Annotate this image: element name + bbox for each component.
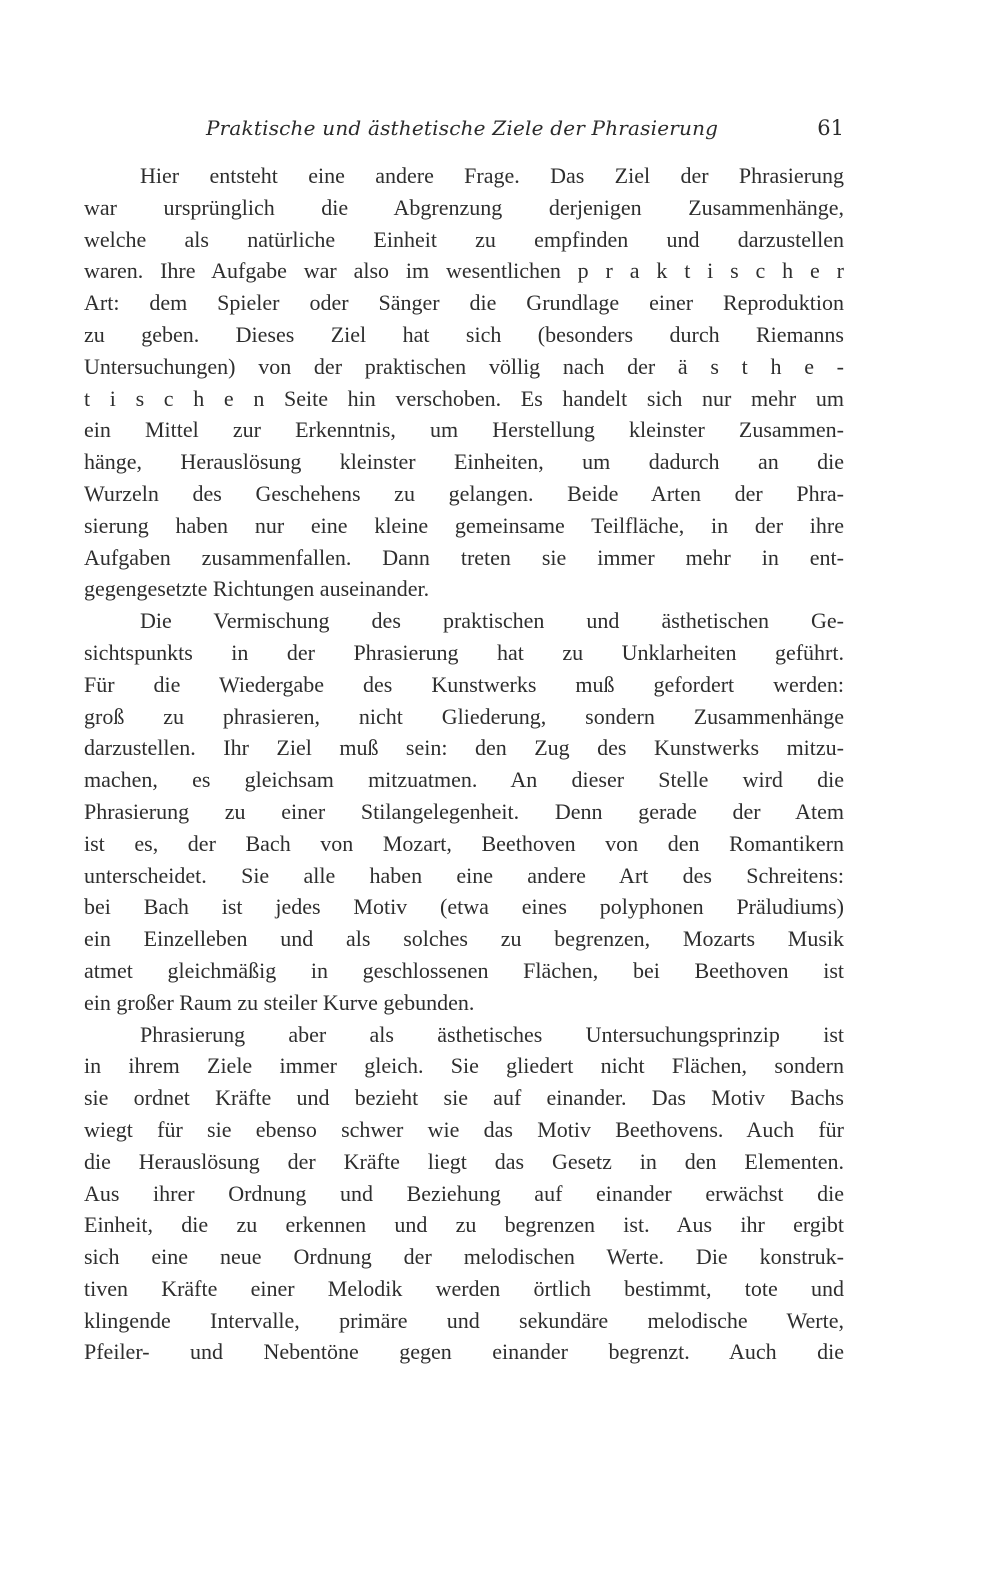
text-line: Die Vermischung des praktischen und ästhetischen Ge-	[140, 608, 844, 634]
text-line: Phrasierung aber als ästhetisches Untersuchungsprinzip ist	[140, 1021, 844, 1047]
text-line: die Herauslösung der Kräfte liegt das Gesetz in den Elementen.	[84, 1148, 844, 1174]
text-line: war ursprünglich die Abgrenzung derjenigen Zusammenhänge,	[84, 194, 844, 220]
text-line: ein Einzelleben und als solches zu begrenzen, Mozarts Musik	[84, 926, 844, 952]
text-line: Untersuchungen) von der praktischen völlig nach der ä s t h e -	[84, 353, 844, 379]
text-line: sie ordnet Kräfte und bezieht sie auf einander. Das Motiv Bachs	[84, 1085, 844, 1111]
text-line: darzustellen. Ihr Ziel muß sein: den Zug des Kunstwerks mitzu-	[84, 735, 844, 761]
text-line: gegengesetzte Richtungen auseinander.	[84, 576, 430, 602]
running-title: Praktische und ästhetische Ziele der Phrasierung	[206, 116, 719, 140]
text-line: groß zu phrasieren, nicht Gliederung, sondern Zusammenhänge	[84, 703, 844, 729]
text-line: Aus ihrer Ordnung und Beziehung auf einander erwächst die	[84, 1180, 844, 1206]
page-header	[84, 116, 844, 146]
text-line: sierung haben nur eine kleine gemeinsame Teilfläche, in der ihre	[84, 512, 844, 538]
text-line: Pfeiler- und Nebentöne gegen einander begrenzt. Auch die	[84, 1339, 844, 1365]
page-number: 61	[817, 116, 844, 140]
text-line: wiegt für sie ebenso schwer wie das Motiv Beethovens. Auch für	[84, 1116, 844, 1142]
text-line: atmet gleichmäßig in geschlossenen Flächen, bei Beethoven ist	[84, 957, 844, 983]
text-line: Art: dem Spieler oder Sänger die Grundlage einer Reproduktion	[84, 290, 844, 316]
text-line: Hier entsteht eine andere Frage. Das Ziel der Phrasierung	[140, 163, 844, 188]
text-line: Wurzeln des Geschehens zu gelangen. Beide Arten der Phra-	[84, 480, 844, 506]
text-line: sich eine neue Ordnung der melodischen Werte. Die konstruk-	[84, 1244, 844, 1270]
body-text	[84, 160, 844, 1368]
text-line: hänge, Herauslösung kleinster Einheiten, um dadurch an die	[84, 449, 844, 475]
text-line: Phrasierung zu einer Stilangelegenheit. Denn gerade der Atem	[84, 798, 844, 824]
text-line: welche als natürliche Einheit zu empfinden und darzustellen	[84, 226, 844, 252]
text-line: unterscheidet. Sie alle haben eine andere Art des Schreitens:	[84, 862, 844, 888]
text-line: machen, es gleichsam mitzuatmen. An dieser Stelle wird die	[84, 767, 844, 793]
text-line: Aufgaben zusammenfallen. Dann treten sie immer mehr in ent-	[84, 544, 844, 570]
text-line: bei Bach ist jedes Motiv (etwa eines polyphonen Präludiums)	[84, 894, 844, 920]
text-line: Für die Wiedergabe des Kunstwerks muß gefordert werden:	[84, 671, 844, 697]
text-line: ein Mittel zur Erkenntnis, um Herstellung kleinster Zusammen-	[84, 417, 844, 443]
text-line: ein großer Raum zu steiler Kurve gebunden.	[84, 989, 475, 1015]
text-line: sichtspunkts in der Phrasierung hat zu Unklarheiten geführt.	[84, 639, 844, 665]
text-line: klingende Intervalle, primäre und sekundäre melodische Werte,	[84, 1307, 844, 1333]
text-line: t i s c h e n Seite hin verschoben. Es handelt sich nur mehr um	[84, 385, 844, 411]
text-line: ist es, der Bach von Mozart, Beethoven von den Romantikern	[84, 830, 844, 856]
text-line: in ihrem Ziele immer gleich. Sie gliedert nicht Flächen, sondern	[84, 1053, 844, 1079]
text-line: tiven Kräfte einer Melodik werden örtlich bestimmt, tote und	[84, 1275, 844, 1301]
text-line: zu geben. Dieses Ziel hat sich (besonders durch Riemanns	[84, 321, 844, 347]
text-line: waren. Ihre Aufgabe war also im wesentlichen p r a k t i s c h e r	[84, 258, 844, 284]
text-line: Einheit, die zu erkennen und zu begrenzen ist. Aus ihr ergibt	[84, 1212, 844, 1238]
